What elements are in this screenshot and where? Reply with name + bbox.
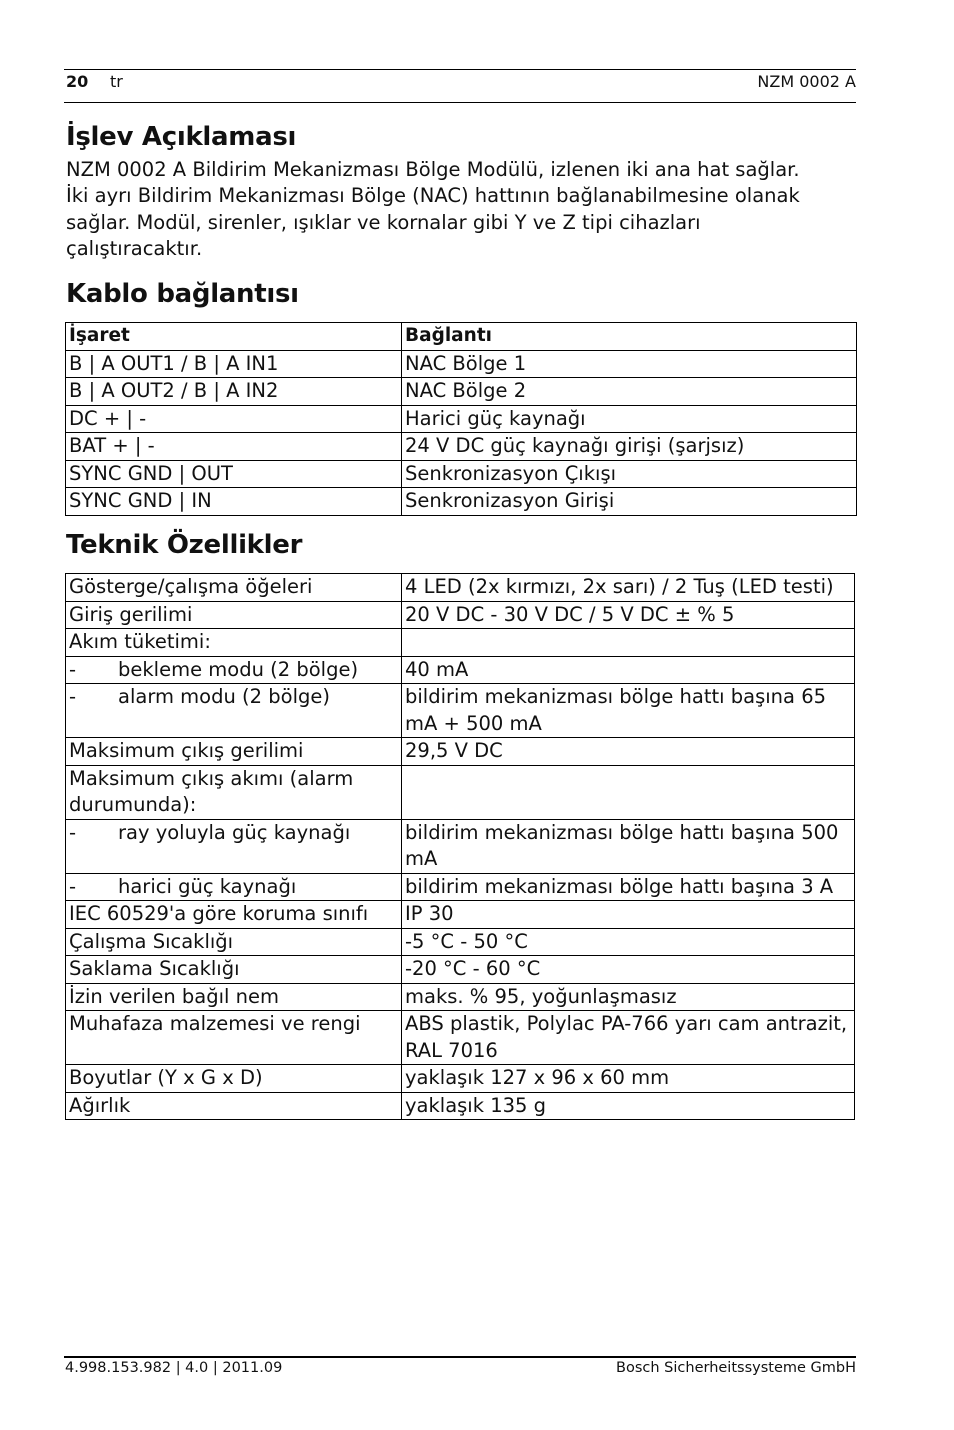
description-line: NZM 0002 A Bildirim Mekanizması Bölge Modülü, izlenen iki ana hat sağlar. bbox=[66, 158, 800, 181]
table-row bbox=[66, 574, 855, 602]
table-row bbox=[66, 738, 855, 766]
list-dash: - bbox=[69, 820, 77, 844]
table-row bbox=[66, 901, 855, 929]
spec-label: İzin verilen bağıl nem bbox=[66, 983, 402, 1011]
signal-cell: B | A OUT2 / B | A IN2 bbox=[66, 378, 402, 406]
spec-label: Maksimum çıkış akımı (alarm durumunda): bbox=[66, 765, 402, 819]
connection-cell: NAC Bölge 2 bbox=[402, 378, 857, 406]
function-description bbox=[66, 157, 856, 262]
wiring-table bbox=[65, 322, 857, 516]
table-row bbox=[66, 684, 855, 738]
list-dash: - bbox=[69, 874, 77, 898]
spec-label: Muhafaza malzemesi ve rengi bbox=[66, 1011, 402, 1065]
table-row bbox=[66, 873, 855, 901]
description-line: sağlar. Modül, sirenler, ışıklar ve kornalar gibi Y ve Z tipi cihazları bbox=[66, 210, 701, 234]
document-version: 4.998.153.982 | 4.0 | 2011.09 bbox=[65, 1360, 283, 1376]
page-number: 20 bbox=[66, 72, 89, 91]
table-row bbox=[66, 1065, 855, 1093]
table-row bbox=[66, 601, 855, 629]
table-row bbox=[66, 433, 857, 461]
table-row bbox=[66, 629, 855, 657]
spec-value: 40 mA bbox=[402, 656, 855, 684]
spec-value bbox=[402, 765, 855, 819]
company-name: Bosch Sicherheitssysteme GmbH bbox=[616, 1360, 856, 1376]
signal-cell: DC + | - bbox=[66, 405, 402, 433]
spec-label-cell bbox=[66, 819, 402, 873]
header-cell-signal: İşaret bbox=[66, 323, 402, 351]
spec-value: IP 30 bbox=[402, 901, 855, 929]
spec-label: alarm modu (2 bölge) bbox=[118, 685, 330, 708]
table-row bbox=[66, 1092, 855, 1120]
table-row bbox=[66, 405, 857, 433]
page-header bbox=[64, 70, 856, 102]
spec-value: bildirim mekanizması bölge hattı başına 65 mA + 500 mA bbox=[402, 684, 855, 738]
spec-label: ray yoluyla güç kaynağı bbox=[118, 820, 351, 844]
section-title-wiring: Kablo bağlantısı bbox=[66, 279, 299, 309]
spec-value: bildirim mekanizması bölge hattı başına 500 mA bbox=[402, 819, 855, 873]
table-row bbox=[66, 1011, 855, 1065]
spec-label: Çalışma Sıcaklığı bbox=[66, 928, 402, 956]
spec-label: harici güç kaynağı bbox=[118, 874, 297, 898]
table-row bbox=[66, 488, 857, 516]
table-row bbox=[66, 983, 855, 1011]
section-title-specs: Teknik Özellikler bbox=[66, 530, 303, 560]
spec-label-cell bbox=[66, 873, 402, 901]
spec-label: Maksimum çıkış gerilimi bbox=[66, 738, 402, 766]
table-row bbox=[66, 928, 855, 956]
spec-value: yaklaşık 127 x 96 x 60 mm bbox=[402, 1065, 855, 1093]
connection-cell: Senkronizasyon Çıkışı bbox=[402, 460, 857, 488]
document-code: NZM 0002 A bbox=[757, 72, 856, 91]
spec-label: bekleme modu (2 bölge) bbox=[118, 657, 359, 681]
description-line: İki ayrı Bildirim Mekanizması Bölge (NAC) hattının bağlanabilmesine olanak bbox=[66, 184, 800, 208]
connection-cell: Harici güç kaynağı bbox=[402, 405, 857, 433]
table-row bbox=[66, 378, 857, 406]
specs-table bbox=[65, 573, 855, 1120]
spec-value: ABS plastik, Polylac PA-766 yarı cam antrazit, RAL 7016 bbox=[402, 1011, 855, 1065]
spec-label: Ağırlık bbox=[66, 1092, 402, 1120]
description-line: çalıştıracaktır. bbox=[66, 236, 203, 260]
header-bottom-rule bbox=[64, 102, 856, 103]
signal-cell: BAT + | - bbox=[66, 433, 402, 461]
spec-label-cell bbox=[66, 684, 402, 738]
spec-label: IEC 60529'a göre koruma sınıfı bbox=[66, 901, 402, 929]
table-row bbox=[66, 350, 857, 378]
spec-value: -20 °C - 60 °C bbox=[402, 956, 855, 984]
spec-label: Boyutlar (Y x G x D) bbox=[66, 1065, 402, 1093]
spec-value bbox=[402, 629, 855, 657]
table-row bbox=[66, 819, 855, 873]
list-dash: - bbox=[69, 685, 77, 708]
spec-label: Gösterge/çalışma öğeleri bbox=[66, 574, 402, 602]
footer-rule bbox=[64, 1356, 856, 1358]
spec-value: 29,5 V DC bbox=[402, 738, 855, 766]
spec-label: Akım tüketimi: bbox=[66, 629, 402, 657]
spec-value: -5 °C - 50 °C bbox=[402, 928, 855, 956]
connection-cell: NAC Bölge 1 bbox=[402, 350, 857, 378]
signal-cell: B | A OUT1 / B | A IN1 bbox=[66, 350, 402, 378]
spec-value: maks. % 95, yoğunlaşmasız bbox=[402, 983, 855, 1011]
spec-value: bildirim mekanizması bölge hattı başına 3 A bbox=[402, 873, 855, 901]
connection-cell: Senkronizasyon Girişi bbox=[402, 488, 857, 516]
spec-label-cell bbox=[66, 656, 402, 684]
spec-value: 20 V DC - 30 V DC / 5 V DC ± % 5 bbox=[402, 601, 855, 629]
signal-cell: SYNC GND | IN bbox=[66, 488, 402, 516]
connection-cell: 24 V DC güç kaynağı girişi (şarjsız) bbox=[402, 433, 857, 461]
table-row bbox=[66, 656, 855, 684]
table-header-row bbox=[66, 323, 857, 351]
spec-label: Giriş gerilimi bbox=[66, 601, 402, 629]
spec-value: yaklaşık 135 g bbox=[402, 1092, 855, 1120]
header-cell-connection: Bağlantı bbox=[402, 323, 857, 351]
table-row bbox=[66, 460, 857, 488]
table-row bbox=[66, 956, 855, 984]
spec-value: 4 LED (2x kırmızı, 2x sarı) / 2 Tuş (LED testi) bbox=[402, 574, 855, 602]
list-dash: - bbox=[69, 657, 77, 681]
page-language: tr bbox=[110, 72, 123, 91]
section-title-function: İşlev Açıklaması bbox=[66, 122, 297, 152]
signal-cell: SYNC GND | OUT bbox=[66, 460, 402, 488]
spec-label: Saklama Sıcaklığı bbox=[66, 956, 402, 984]
table-row bbox=[66, 765, 855, 819]
